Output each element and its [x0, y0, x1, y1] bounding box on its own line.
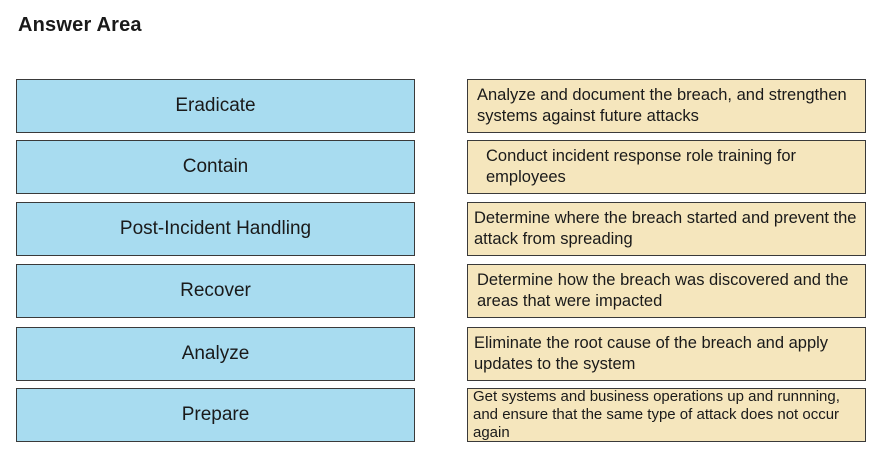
- answer-area-title: Answer Area: [18, 14, 142, 36]
- term-label: Recover: [180, 280, 251, 301]
- term-label: Contain: [182, 156, 249, 177]
- description-text: Determine how the breach was discovered and the areas that were impacted: [477, 271, 849, 310]
- description-text: Determine where the breach started and prevent the attack from spreading: [474, 209, 857, 248]
- description-text: Eliminate the root cause of the breach and apply updates to the system: [474, 334, 829, 373]
- term-label: Eradicate: [175, 95, 256, 116]
- term-box-recover[interactable]: [16, 264, 415, 318]
- description-box-5[interactable]: [467, 327, 866, 381]
- term-box-contain[interactable]: [16, 140, 415, 194]
- description-box-6[interactable]: [467, 388, 866, 442]
- description-text: Conduct incident response role training for employees: [486, 147, 797, 186]
- term-label: Analyze: [181, 343, 250, 364]
- term-box-eradicate[interactable]: [16, 79, 415, 133]
- term-box-prepare[interactable]: [16, 388, 415, 442]
- description-box-1[interactable]: [467, 79, 866, 133]
- description-box-4[interactable]: [467, 264, 866, 318]
- description-box-2[interactable]: [467, 140, 866, 194]
- description-text: Get systems and business operations up and runnning, and ensure that the same type of attack does not occur again: [473, 388, 840, 441]
- term-box-analyze[interactable]: [16, 327, 415, 381]
- description-text: Analyze and document the breach, and strengthen systems against future attacks: [477, 86, 847, 125]
- term-label: Post-Incident Handling: [119, 218, 312, 239]
- term-label: Prepare: [181, 404, 250, 425]
- description-box-3[interactable]: [467, 202, 866, 256]
- term-box-post-incident-handling[interactable]: [16, 202, 415, 256]
